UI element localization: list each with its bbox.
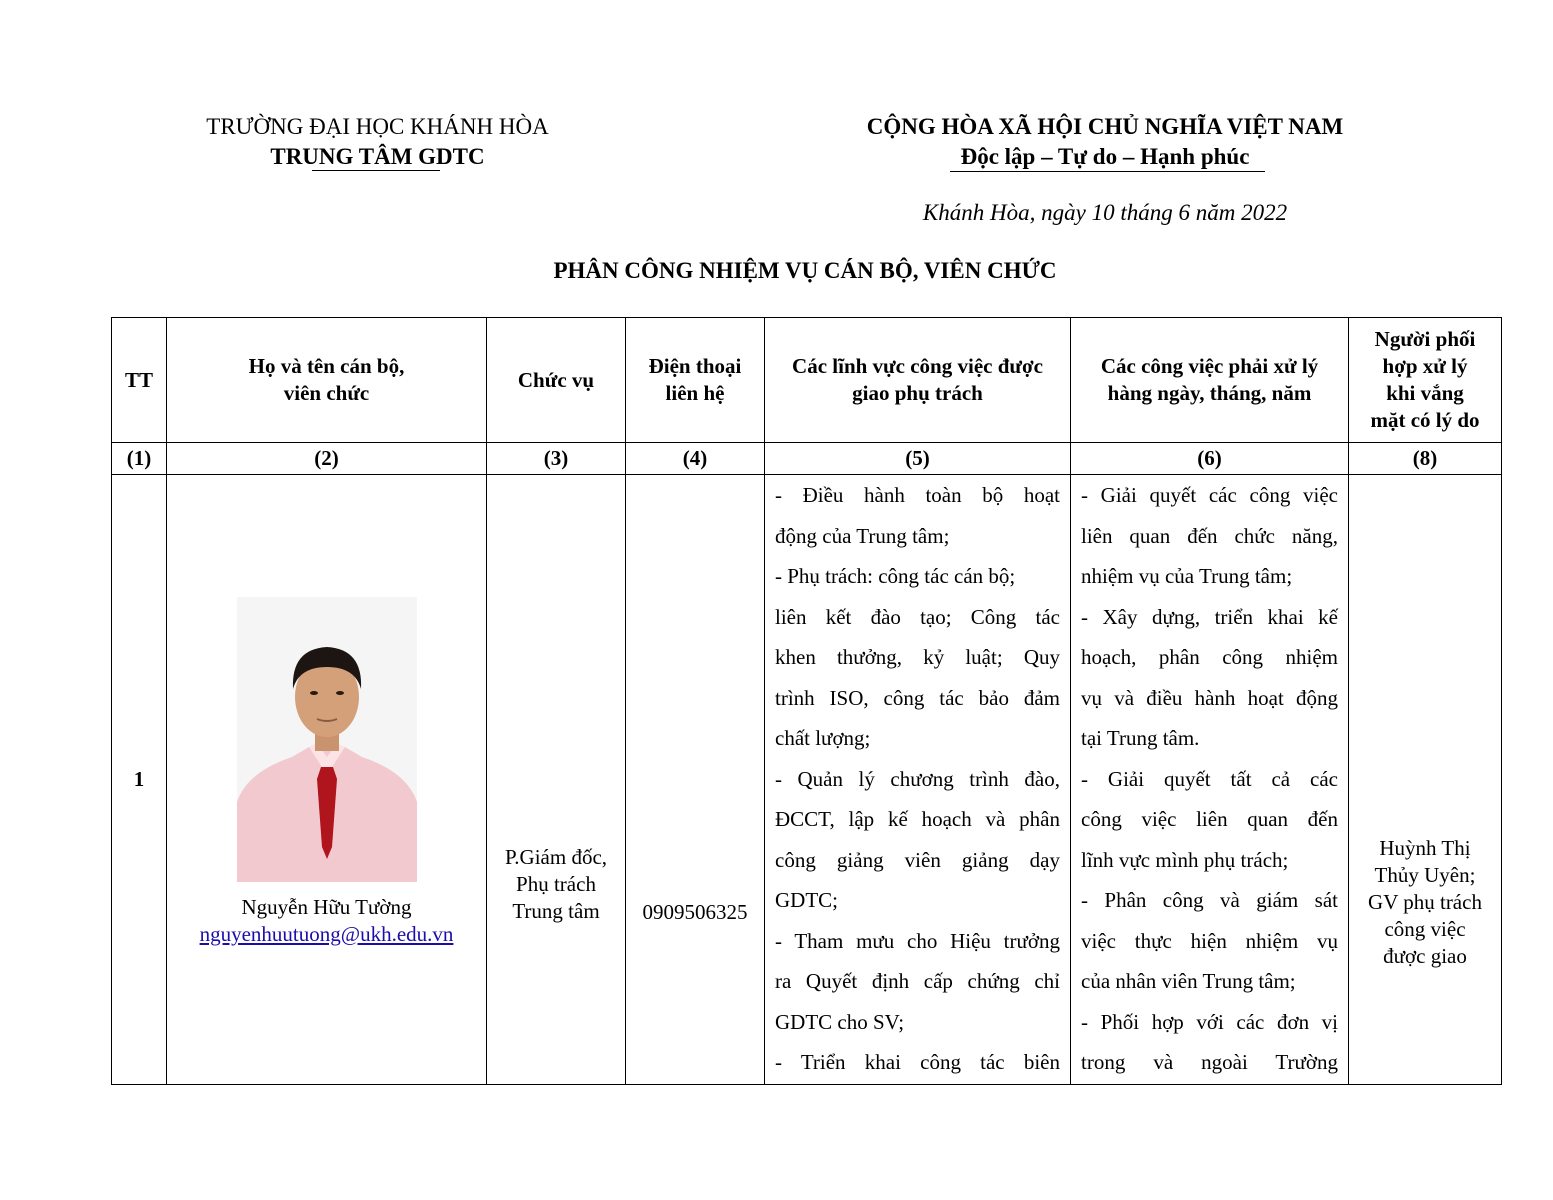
header-name-line1: Họ và tên cán bộ, [248, 354, 405, 378]
row-coordinator [1349, 475, 1502, 1085]
position-line2: Phụ trách [516, 872, 596, 896]
fields-text [775, 475, 1060, 1083]
row-tt: 1 [112, 475, 167, 1085]
col-number: (6) [1071, 443, 1349, 475]
col-number: (4) [626, 443, 765, 475]
col-number: (8) [1349, 443, 1502, 475]
header-tasks-line1: Các công việc phải xử lý [1100, 354, 1319, 378]
header-name-line2: viên chức [283, 381, 370, 405]
header-right [800, 112, 1410, 172]
text-line: liên kết đào tạo; Công tác [775, 604, 1060, 629]
header-row [112, 318, 1502, 443]
text-line: - Triển khai công tác biên [775, 1050, 1060, 1074]
motto-underline [950, 171, 1265, 172]
motto: Độc lập – Tự do – Hạnh phúc [960, 144, 1250, 169]
col-number: (5) [765, 443, 1071, 475]
text-line: khen thưởng, kỷ luật; Quy [775, 645, 1060, 669]
text-line: - Quản lý chương trình đào, [775, 766, 1060, 791]
text-line: ra Quyết định cấp chứng chỉ [775, 969, 1060, 993]
text-line: trình ISO, công tác bảo đảm [775, 685, 1060, 710]
text-line: động của Trung tâm; [775, 523, 950, 548]
header-tasks-line2: hàng ngày, tháng, năm [1107, 381, 1312, 405]
position-line1: P.Giám đốc, [504, 845, 608, 869]
header-fields-line2: giao phụ trách [852, 381, 983, 405]
text-line: - Giải quyết các công việc [1081, 483, 1338, 507]
header-fields [765, 318, 1071, 443]
person-name: Nguyễn Hữu Tường [241, 894, 412, 919]
coordinator-line5: được giao [1383, 943, 1467, 968]
text-line: - Điều hành toàn bộ hoạt [775, 483, 1060, 507]
col-number: (3) [487, 443, 626, 475]
position-line3: Trung tâm [512, 899, 600, 923]
text-line: lĩnh vực mình phụ trách; [1081, 847, 1289, 872]
text-line: GDTC cho SV; [775, 1009, 905, 1034]
center-underline [312, 170, 440, 171]
col-number: (2) [167, 443, 487, 475]
text-line: liên quan đến chức năng, [1081, 523, 1338, 548]
text-line: công việc liên quan đến [1081, 807, 1338, 831]
text-line: hoạch, phân công nhiệm [1081, 645, 1338, 669]
text-line: - Phối hợp với các đơn vị [1081, 1009, 1338, 1034]
tasks-text [1081, 475, 1338, 1083]
republic-name: CỘNG HÒA XÃ HỘI CHỦ NGHĨA VIỆT NAM [866, 114, 1344, 139]
header-tt: TT [112, 318, 167, 443]
header-fields-line1: Các lĩnh vực công việc được [792, 354, 1043, 378]
text-line: - Tham mưu cho Hiệu trưởng [775, 928, 1060, 953]
header-position: Chức vụ [487, 318, 626, 443]
header-coord-line4: mặt có lý do [1370, 408, 1480, 432]
date-line: Khánh Hòa, ngày 10 tháng 6 năm 2022 [922, 200, 1288, 225]
coordinator-line4: công việc [1384, 916, 1466, 941]
text-line: công giảng viên giảng dạy [775, 847, 1060, 872]
portrait-icon [237, 597, 417, 882]
assignment-table [111, 317, 1502, 1085]
text-line: trong và ngoài Trường [1081, 1050, 1338, 1074]
coordinator-line1: Huỳnh Thị [1379, 835, 1471, 860]
text-line: - Giải quyết tất cả các [1081, 766, 1338, 791]
header-coord-line2: hợp xử lý [1382, 354, 1468, 378]
text-line: chất lượng; [775, 726, 871, 750]
table-row [112, 475, 1502, 1085]
row-person [167, 475, 487, 1085]
phone-number: 0909506325 [642, 899, 748, 924]
header-coord-line3: khi vắng [1386, 381, 1464, 405]
header-left [150, 112, 605, 172]
column-number-row [112, 443, 1502, 475]
row-tasks [1071, 475, 1349, 1085]
header-tasks [1071, 318, 1349, 443]
text-line: - Phân công và giám sát [1081, 888, 1338, 912]
header-coordinator [1349, 318, 1502, 443]
header-coord-line1: Người phối [1374, 327, 1476, 351]
header-phone-line2: liên hệ [665, 381, 725, 405]
person-email-link[interactable]: nguyenhuutuong@ukh.edu.vn [199, 921, 454, 946]
text-line: - Xây dựng, triển khai kế [1081, 604, 1338, 629]
text-line: của nhân viên Trung tâm; [1081, 969, 1296, 993]
coordinator-line2: Thủy Uyên; [1374, 862, 1476, 887]
row-fields [765, 475, 1071, 1085]
row-position [487, 475, 626, 1085]
text-line: việc thực hiện nhiệm vụ [1081, 928, 1338, 953]
text-line: vụ và điều hành hoạt động [1081, 685, 1338, 710]
row-phone [626, 475, 765, 1085]
col-number: (1) [112, 443, 167, 475]
portrait-photo [237, 597, 417, 882]
text-line: nhiệm vụ của Trung tâm; [1081, 564, 1293, 588]
header-phone [626, 318, 765, 443]
text-line: ĐCCT, lập kế hoạch và phân [775, 807, 1060, 831]
header-phone-line1: Điện thoại [648, 354, 742, 378]
text-line: - Phụ trách: công tác cán bộ; [775, 564, 1016, 588]
text-line: GDTC; [775, 888, 838, 912]
document-title: PHÂN CÔNG NHIỆM VỤ CÁN BỘ, VIÊN CHỨC [553, 258, 1057, 283]
coordinator-line3: GV phụ trách [1368, 889, 1482, 914]
text-line: tại Trung tâm. [1081, 726, 1200, 750]
university-name: TRƯỜNG ĐẠI HỌC KHÁNH HÒA [206, 114, 549, 139]
header-name [167, 318, 487, 443]
center-name: TRUNG TÂM GDTC [270, 144, 485, 169]
